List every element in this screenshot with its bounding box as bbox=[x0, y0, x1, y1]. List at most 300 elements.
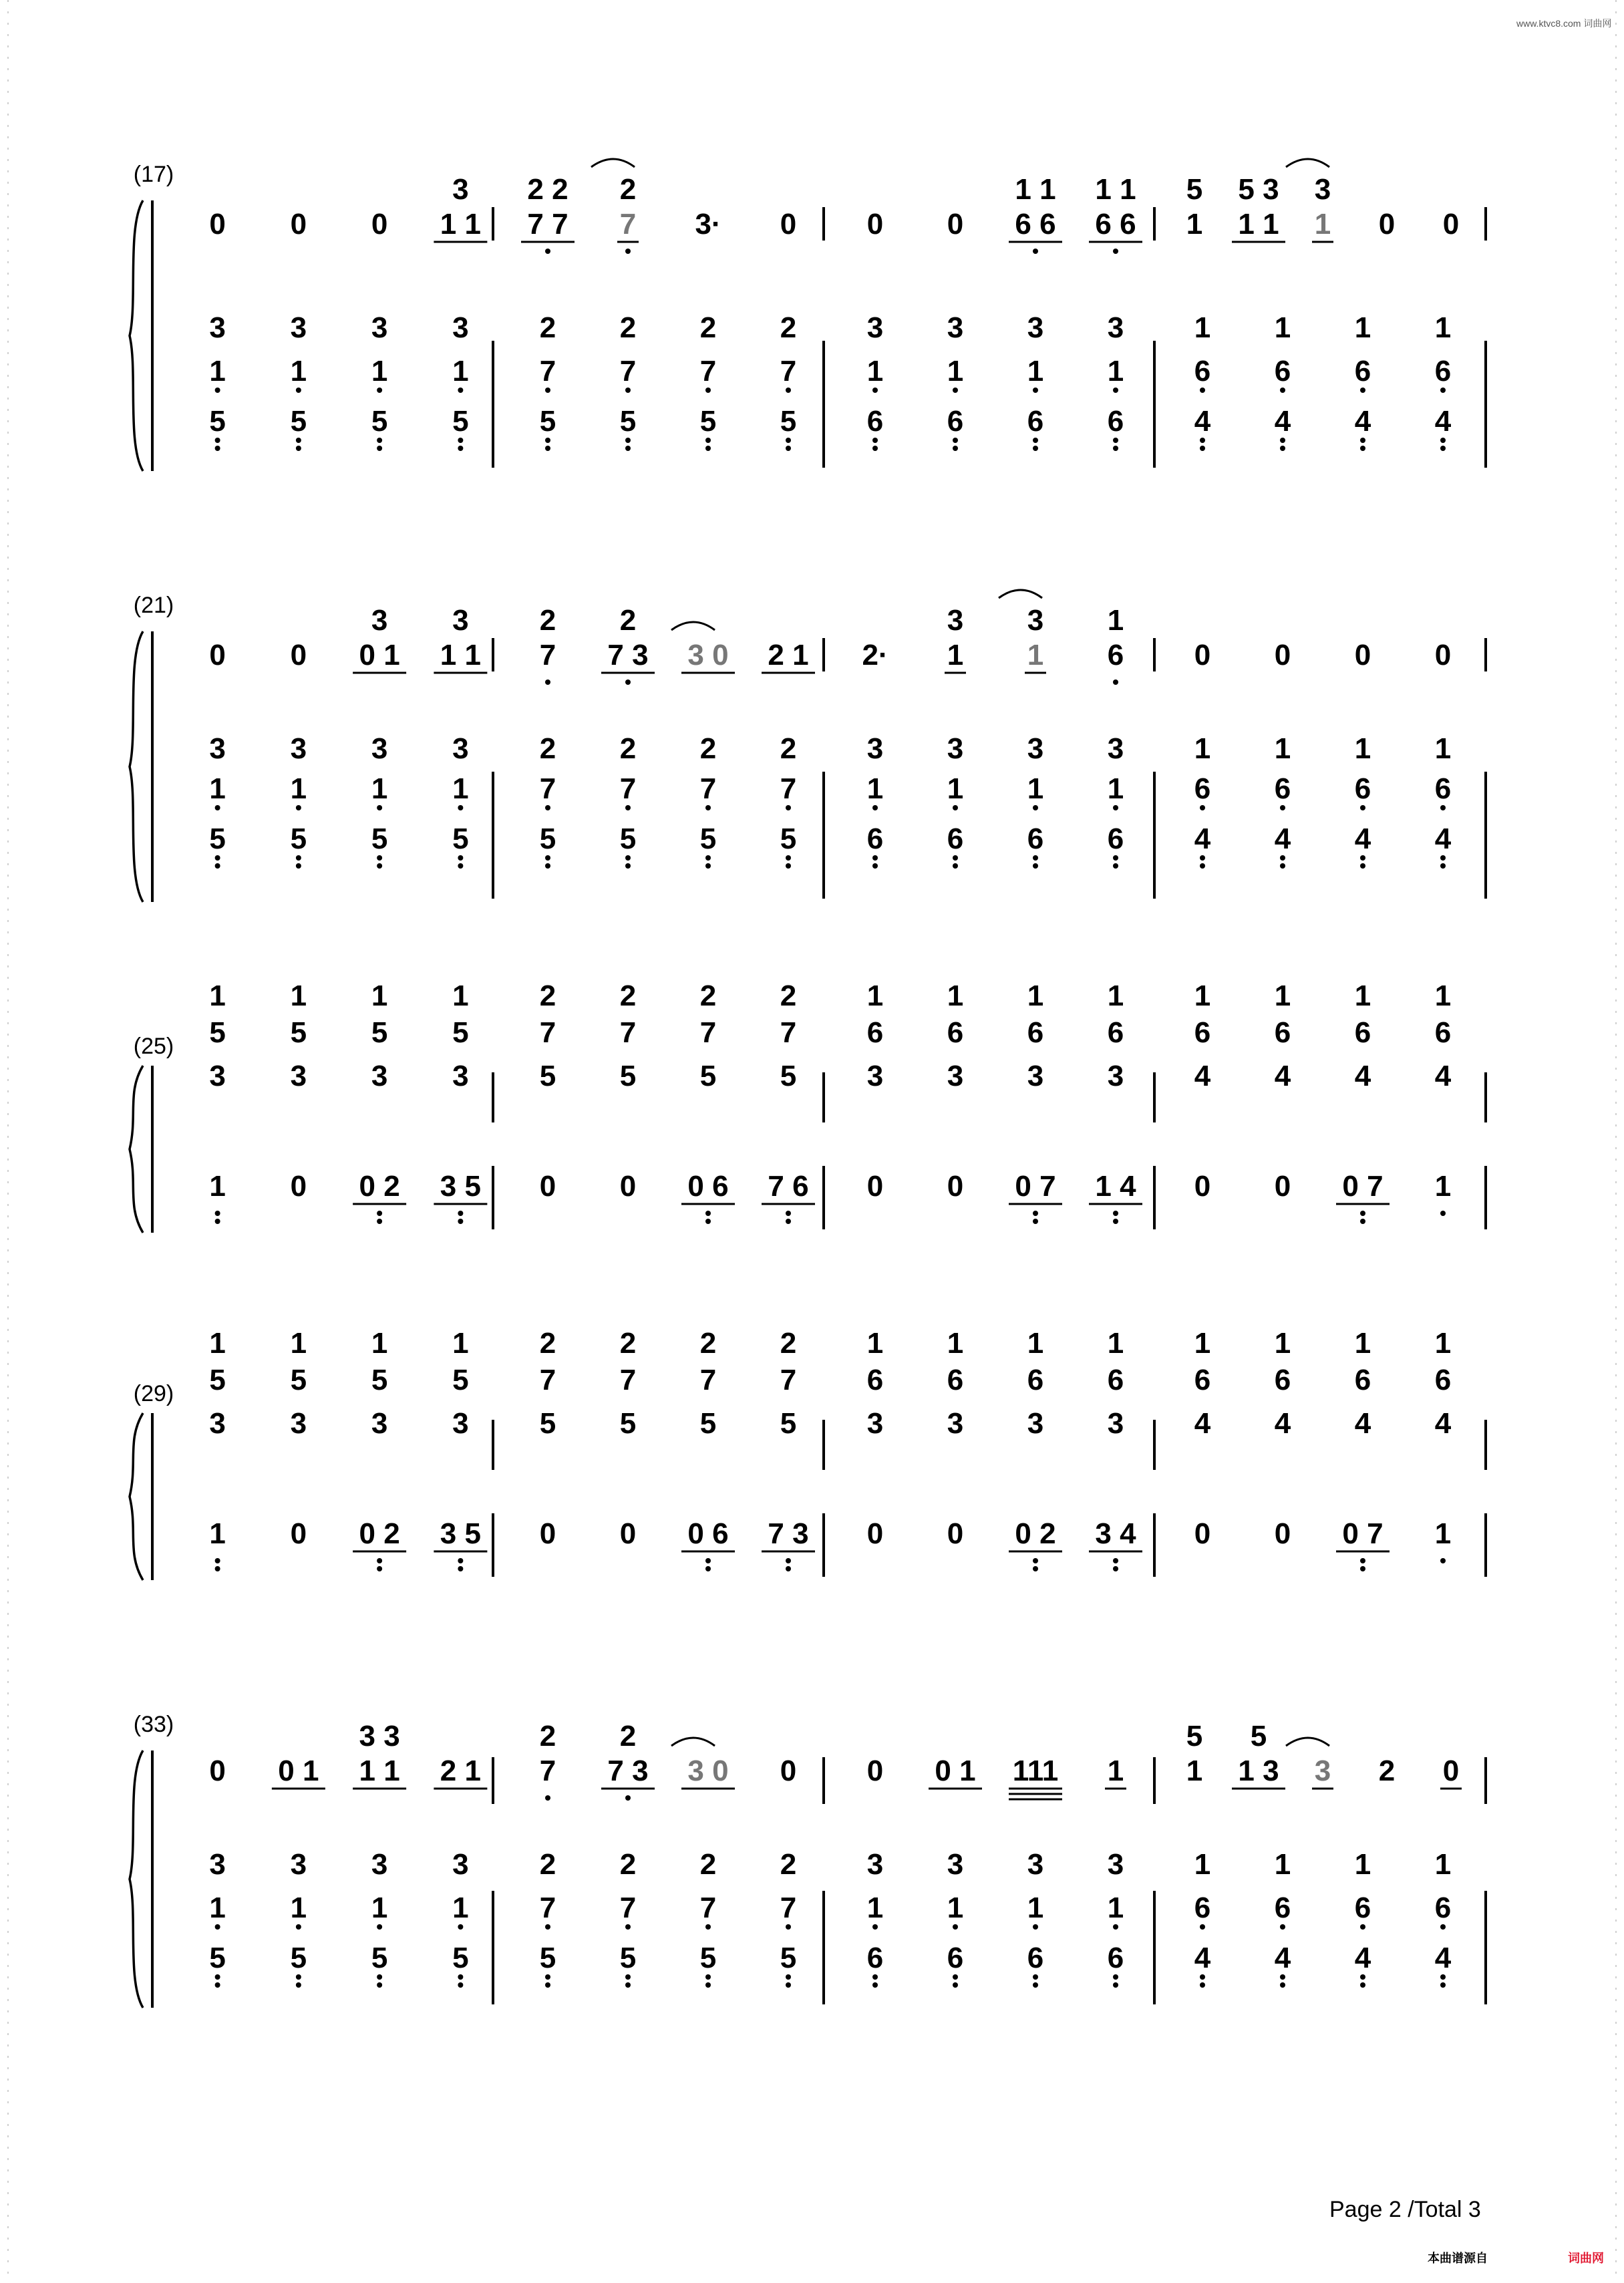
chord-note: 3 bbox=[209, 1848, 226, 1881]
octave-dot bbox=[1033, 863, 1038, 869]
chord-note: 6 bbox=[1107, 822, 1124, 855]
octave-dot bbox=[1200, 1924, 1205, 1930]
octave-dot bbox=[1113, 679, 1118, 685]
octave-dot bbox=[1200, 388, 1205, 393]
note: 3 0 bbox=[687, 1755, 729, 1787]
octave-dot bbox=[705, 438, 711, 443]
octave-dot bbox=[215, 1982, 220, 1988]
octave-dot bbox=[1113, 1219, 1118, 1224]
grand-staff-brace bbox=[130, 631, 143, 902]
chord-note: 6 bbox=[947, 1364, 964, 1396]
note: 7 3 bbox=[768, 1517, 809, 1550]
octave-dot bbox=[705, 1211, 711, 1216]
chord-note: 4 bbox=[1434, 405, 1452, 438]
chord-note: 1 bbox=[1354, 311, 1371, 344]
note: 0 bbox=[290, 639, 307, 671]
octave-dot bbox=[953, 1924, 958, 1930]
octave-dot bbox=[458, 1924, 463, 1930]
octave-dot bbox=[377, 805, 382, 810]
octave-dot bbox=[458, 1982, 463, 1988]
chord-note: 1 bbox=[290, 979, 307, 1012]
note: 6 6 bbox=[1015, 208, 1056, 241]
chord-note: 3 bbox=[209, 1407, 226, 1440]
octave-dot bbox=[377, 1558, 382, 1563]
chord-note: 6 bbox=[1354, 772, 1371, 805]
note: 1 bbox=[1186, 1755, 1203, 1787]
octave-dot bbox=[458, 805, 463, 810]
chord-note: 3 bbox=[866, 1407, 884, 1440]
chord-note: 1 bbox=[1194, 979, 1211, 1012]
octave-dot bbox=[1033, 438, 1038, 443]
note: 0 2 bbox=[359, 1517, 400, 1550]
chord-note: 5 bbox=[699, 1942, 717, 1974]
chord-note: 5 bbox=[699, 405, 717, 438]
chord-note: 1 bbox=[947, 1891, 964, 1924]
octave-dot bbox=[625, 438, 631, 443]
octave-dot bbox=[1033, 1558, 1038, 1563]
chord-note: 4 bbox=[1274, 1942, 1291, 1974]
note: 1 bbox=[1434, 1170, 1452, 1203]
octave-dot bbox=[705, 1219, 711, 1224]
chord-note: 2 bbox=[619, 732, 637, 765]
chord-note: 1 bbox=[1354, 1327, 1371, 1360]
octave-dot bbox=[1113, 249, 1118, 254]
chord-note: 7 bbox=[619, 1364, 637, 1396]
note: 3 5 bbox=[440, 1517, 481, 1550]
octave-dot bbox=[872, 805, 878, 810]
chord-note: 1 bbox=[1274, 311, 1291, 344]
chord-note: 2 bbox=[699, 732, 717, 765]
octave-dot bbox=[545, 446, 550, 451]
octave-dot bbox=[872, 1974, 878, 1980]
note: 0 bbox=[539, 1170, 556, 1203]
octave-dot bbox=[545, 249, 550, 254]
octave-dot bbox=[953, 446, 958, 451]
octave-dot bbox=[786, 863, 791, 869]
chord-note: 7 bbox=[780, 772, 797, 805]
octave-dot bbox=[625, 863, 631, 869]
chord-note: 3 bbox=[290, 1848, 307, 1881]
octave-dot bbox=[215, 1211, 220, 1216]
octave-dot bbox=[1440, 1558, 1446, 1563]
note: 0 bbox=[1194, 639, 1211, 671]
chord-note: 5 bbox=[780, 1942, 797, 1974]
octave-dot bbox=[545, 1924, 550, 1930]
octave-dot bbox=[1033, 855, 1038, 861]
chord-note: 3 bbox=[290, 311, 307, 344]
octave-dot bbox=[215, 1924, 220, 1930]
octave-dot bbox=[872, 863, 878, 869]
octave-dot bbox=[1440, 855, 1446, 861]
octave-dot bbox=[377, 1219, 382, 1224]
octave-dot bbox=[786, 1566, 791, 1571]
chord-note: 3 bbox=[1027, 1060, 1044, 1092]
chord-note: 3 bbox=[209, 1060, 226, 1092]
chord-note: 7 bbox=[780, 1891, 797, 1924]
octave-dot bbox=[377, 1982, 382, 1988]
chord-note: 7 bbox=[539, 1016, 556, 1049]
chord-note: 1 bbox=[1027, 355, 1044, 388]
octave-dot bbox=[1280, 1974, 1285, 1980]
octave-dot bbox=[215, 1974, 220, 1980]
upper-note: 5 bbox=[1186, 1720, 1203, 1753]
octave-dot bbox=[1440, 1211, 1446, 1216]
chord-note: 1 bbox=[209, 979, 226, 1012]
chord-note: 3 bbox=[209, 732, 226, 765]
note: 2· bbox=[862, 639, 888, 671]
octave-dot bbox=[786, 1982, 791, 1988]
octave-dot bbox=[1440, 446, 1446, 451]
note: 0 bbox=[290, 208, 307, 241]
octave-dot bbox=[786, 1924, 791, 1930]
chord-note: 2 bbox=[780, 732, 797, 765]
octave-dot bbox=[296, 438, 301, 443]
system-17 bbox=[130, 159, 1486, 471]
chord-note: 3 bbox=[452, 1407, 469, 1440]
octave-dot bbox=[953, 863, 958, 869]
octave-dot bbox=[1113, 863, 1118, 869]
octave-dot bbox=[1280, 855, 1285, 861]
chord-note: 1 bbox=[452, 355, 469, 388]
upper-note: 3 bbox=[371, 604, 388, 637]
octave-dot bbox=[953, 438, 958, 443]
octave-dot bbox=[215, 1219, 220, 1224]
chord-note: 1 bbox=[209, 1891, 226, 1924]
chord-note: 4 bbox=[1194, 1060, 1211, 1092]
chord-note: 6 bbox=[866, 1016, 884, 1049]
note: 0 7 bbox=[1342, 1517, 1384, 1550]
chord-note: 1 bbox=[866, 1327, 884, 1360]
chord-note: 3 bbox=[866, 732, 884, 765]
note: 3 bbox=[1314, 1755, 1331, 1787]
chord-note: 1 bbox=[1027, 1891, 1044, 1924]
chord-note: 4 bbox=[1354, 1942, 1371, 1974]
chord-note: 5 bbox=[371, 822, 388, 855]
chord-note: 3 bbox=[452, 732, 469, 765]
chord-note: 1 bbox=[1027, 772, 1044, 805]
chord-note: 1 bbox=[1107, 1327, 1124, 1360]
note: 0 bbox=[1378, 208, 1396, 241]
note: 1 bbox=[209, 1517, 226, 1550]
octave-dot bbox=[1360, 446, 1365, 451]
note: 0 bbox=[209, 208, 226, 241]
octave-dot bbox=[1440, 1982, 1446, 1988]
grand-staff-brace bbox=[130, 200, 143, 471]
octave-dot bbox=[545, 438, 550, 443]
note: 0 bbox=[947, 208, 964, 241]
chord-note: 3 bbox=[1107, 1060, 1124, 1092]
octave-dot bbox=[1033, 805, 1038, 810]
octave-dot bbox=[625, 1924, 631, 1930]
chord-note: 6 bbox=[866, 1364, 884, 1396]
octave-dot bbox=[1033, 1211, 1038, 1216]
chord-note: 1 bbox=[452, 979, 469, 1012]
chord-note: 6 bbox=[1107, 405, 1124, 438]
chord-note: 6 bbox=[1434, 355, 1452, 388]
chord-note: 3 bbox=[452, 1060, 469, 1092]
chord-note: 2 bbox=[780, 1327, 797, 1360]
chord-note: 7 bbox=[780, 1364, 797, 1396]
chord-note: 6 bbox=[866, 1942, 884, 1974]
octave-dot bbox=[1113, 805, 1118, 810]
chord-note: 3 bbox=[371, 732, 388, 765]
site-watermark: www.ktvc8.com 词曲网 bbox=[1516, 18, 1612, 29]
octave-dot bbox=[215, 438, 220, 443]
octave-dot bbox=[1113, 446, 1118, 451]
octave-dot bbox=[1360, 1974, 1365, 1980]
note: 0 bbox=[1442, 208, 1460, 241]
tie-arc bbox=[999, 590, 1042, 598]
note: 7 3 bbox=[607, 639, 649, 671]
octave-dot bbox=[786, 438, 791, 443]
chord-note: 2 bbox=[699, 1848, 717, 1881]
octave-dot bbox=[625, 855, 631, 861]
octave-dot bbox=[1033, 388, 1038, 393]
chord-note: 5 bbox=[619, 1060, 637, 1092]
note: 7 bbox=[539, 639, 556, 671]
note: 1 1 bbox=[440, 208, 481, 241]
chord-note: 5 bbox=[619, 1407, 637, 1440]
note: 6 6 bbox=[1095, 208, 1136, 241]
octave-dot bbox=[458, 1974, 463, 1980]
chord-note: 3 bbox=[290, 1407, 307, 1440]
chord-note: 6 bbox=[1027, 405, 1044, 438]
chord-note: 5 bbox=[780, 822, 797, 855]
upper-note: 1 bbox=[1107, 604, 1124, 637]
chord-note: 5 bbox=[452, 1942, 469, 1974]
note: 0 bbox=[619, 1170, 637, 1203]
chord-note: 6 bbox=[1354, 1891, 1371, 1924]
chord-note: 7 bbox=[699, 772, 717, 805]
octave-dot bbox=[786, 855, 791, 861]
octave-dot bbox=[215, 863, 220, 869]
note: 0 2 bbox=[1015, 1517, 1056, 1550]
octave-dot bbox=[215, 855, 220, 861]
octave-dot bbox=[1113, 388, 1118, 393]
note: 1 bbox=[1186, 208, 1203, 241]
chord-note: 6 bbox=[1107, 1942, 1124, 1974]
octave-dot bbox=[1280, 863, 1285, 869]
octave-dot bbox=[705, 1974, 711, 1980]
chord-note: 5 bbox=[539, 1407, 556, 1440]
chord-note: 7 bbox=[619, 355, 637, 388]
octave-dot bbox=[377, 855, 382, 861]
octave-dot bbox=[1360, 1924, 1365, 1930]
chord-note: 1 bbox=[1354, 979, 1371, 1012]
chord-note: 6 bbox=[1274, 772, 1291, 805]
octave-dot bbox=[786, 1974, 791, 1980]
chord-note: 1 bbox=[866, 979, 884, 1012]
chord-note: 1 bbox=[290, 355, 307, 388]
chord-note: 7 bbox=[539, 772, 556, 805]
octave-dot bbox=[1200, 855, 1205, 861]
chord-note: 4 bbox=[1354, 822, 1371, 855]
octave-dot bbox=[545, 1795, 550, 1801]
octave-dot bbox=[215, 1558, 220, 1563]
chord-note: 1 bbox=[947, 1327, 964, 1360]
chord-note: 5 bbox=[209, 1942, 226, 1974]
chord-note: 1 bbox=[452, 1891, 469, 1924]
octave-dot bbox=[545, 1974, 550, 1980]
chord-note: 2 bbox=[699, 979, 717, 1012]
upper-note: 3 bbox=[452, 604, 469, 637]
octave-dot bbox=[545, 805, 550, 810]
tie-arc bbox=[671, 622, 715, 630]
note: 0 1 bbox=[278, 1755, 319, 1787]
grand-staff-brace bbox=[130, 1751, 143, 2008]
measure-number: (17) bbox=[133, 162, 174, 187]
chord-note: 7 bbox=[619, 1891, 637, 1924]
chord-note: 7 bbox=[699, 1016, 717, 1049]
chord-note: 3 bbox=[866, 311, 884, 344]
chord-note: 4 bbox=[1354, 1407, 1371, 1440]
octave-dot bbox=[1033, 249, 1038, 254]
chord-note: 6 bbox=[1194, 772, 1211, 805]
note: 0 bbox=[780, 1755, 797, 1787]
chord-note: 3 bbox=[371, 1848, 388, 1881]
octave-dot bbox=[1113, 855, 1118, 861]
octave-dot bbox=[545, 1982, 550, 1988]
chord-note: 1 bbox=[947, 355, 964, 388]
note: 0 2 bbox=[359, 1170, 400, 1203]
chord-note: 3 bbox=[947, 1060, 964, 1092]
note: 7 3 bbox=[607, 1755, 649, 1787]
octave-dot bbox=[215, 805, 220, 810]
note: 3· bbox=[695, 208, 721, 241]
chord-note: 3 bbox=[1107, 732, 1124, 765]
chord-note: 1 bbox=[452, 772, 469, 805]
chord-note: 5 bbox=[452, 405, 469, 438]
chord-note: 4 bbox=[1194, 1407, 1211, 1440]
chord-note: 6 bbox=[1027, 1364, 1044, 1396]
chord-note: 1 bbox=[371, 1891, 388, 1924]
chord-note: 6 bbox=[1194, 1891, 1211, 1924]
note: 0 bbox=[290, 1517, 307, 1550]
chord-note: 6 bbox=[1194, 1364, 1211, 1396]
chord-note: 6 bbox=[1274, 1364, 1291, 1396]
note: 0 bbox=[1274, 639, 1291, 671]
octave-dot bbox=[953, 1982, 958, 1988]
octave-dot bbox=[458, 438, 463, 443]
chord-note: 5 bbox=[371, 1364, 388, 1396]
chord-note: 3 bbox=[1107, 1407, 1124, 1440]
octave-dot bbox=[705, 388, 711, 393]
note: 1 3 bbox=[1238, 1755, 1279, 1787]
measure-number: (25) bbox=[133, 1034, 174, 1059]
chord-note: 2 bbox=[539, 1327, 556, 1360]
note: 2 1 bbox=[768, 639, 809, 671]
chord-note: 6 bbox=[947, 822, 964, 855]
octave-dot bbox=[296, 863, 301, 869]
chord-note: 5 bbox=[290, 822, 307, 855]
chord-note: 1 bbox=[452, 1327, 469, 1360]
upper-note: 2 bbox=[619, 604, 637, 637]
chord-note: 5 bbox=[452, 1016, 469, 1049]
octave-dot bbox=[458, 863, 463, 869]
octave-dot bbox=[458, 1219, 463, 1224]
octave-dot bbox=[1280, 1924, 1285, 1930]
octave-dot bbox=[1280, 438, 1285, 443]
chord-note: 3 bbox=[947, 1407, 964, 1440]
chord-note: 3 bbox=[947, 732, 964, 765]
octave-dot bbox=[1033, 1566, 1038, 1571]
chord-note: 6 bbox=[1194, 355, 1211, 388]
octave-dot bbox=[1200, 438, 1205, 443]
octave-dot bbox=[705, 1982, 711, 1988]
measure-number: (29) bbox=[133, 1381, 174, 1406]
chord-note: 7 bbox=[619, 1016, 637, 1049]
chord-note: 1 bbox=[866, 1891, 884, 1924]
note: 0 bbox=[209, 639, 226, 671]
chord-note: 6 bbox=[1274, 355, 1291, 388]
note: 0 bbox=[1274, 1170, 1291, 1203]
system-33 bbox=[130, 1712, 1486, 2008]
chord-note: 1 bbox=[1027, 979, 1044, 1012]
chord-note: 5 bbox=[290, 1016, 307, 1049]
upper-note: 3 bbox=[1314, 173, 1331, 206]
octave-dot bbox=[296, 1974, 301, 1980]
chord-note: 3 bbox=[371, 1407, 388, 1440]
chord-note: 2 bbox=[539, 979, 556, 1012]
chord-note: 5 bbox=[619, 822, 637, 855]
chord-note: 5 bbox=[539, 405, 556, 438]
octave-dot bbox=[625, 1974, 631, 1980]
chord-note: 1 bbox=[1194, 311, 1211, 344]
octave-dot bbox=[296, 446, 301, 451]
chord-note: 1 bbox=[1434, 732, 1452, 765]
chord-note: 6 bbox=[1434, 1364, 1452, 1396]
upper-note: 3 bbox=[947, 604, 964, 637]
chord-note: 2 bbox=[780, 979, 797, 1012]
chord-note: 5 bbox=[290, 1364, 307, 1396]
page-number: Page 2 /Total 3 bbox=[1329, 2197, 1481, 2222]
tie-arc bbox=[671, 1738, 715, 1746]
octave-dot bbox=[1280, 388, 1285, 393]
upper-note: 1 1 bbox=[1095, 173, 1136, 206]
chord-note: 2 bbox=[619, 1848, 637, 1881]
chord-note: 1 bbox=[1274, 1327, 1291, 1360]
chord-note: 6 bbox=[1354, 1364, 1371, 1396]
note: 0 bbox=[1194, 1517, 1211, 1550]
chord-note: 3 bbox=[1107, 311, 1124, 344]
octave-dot bbox=[296, 1924, 301, 1930]
note: 0 6 bbox=[687, 1517, 729, 1550]
octave-dot bbox=[786, 1558, 791, 1563]
chord-note: 5 bbox=[452, 822, 469, 855]
chord-note: 5 bbox=[699, 822, 717, 855]
octave-dot bbox=[1200, 863, 1205, 869]
chord-note: 1 bbox=[1274, 732, 1291, 765]
chord-note: 2 bbox=[780, 311, 797, 344]
chord-note: 6 bbox=[1027, 1016, 1044, 1049]
chord-note: 1 bbox=[209, 355, 226, 388]
chord-note: 5 bbox=[209, 405, 226, 438]
chord-note: 3 bbox=[1027, 1848, 1044, 1881]
grand-staff-brace bbox=[130, 1413, 143, 1580]
chord-note: 3 bbox=[290, 1060, 307, 1092]
note: 0 bbox=[1442, 1755, 1460, 1787]
chord-note: 6 bbox=[1354, 1016, 1371, 1049]
chord-note: 5 bbox=[619, 405, 637, 438]
octave-dot bbox=[1360, 863, 1365, 869]
chord-note: 1 bbox=[209, 1327, 226, 1360]
upper-note: 3 bbox=[1027, 604, 1044, 637]
chord-note: 3 bbox=[290, 732, 307, 765]
octave-dot bbox=[458, 446, 463, 451]
octave-dot bbox=[1360, 1211, 1365, 1216]
chord-note: 5 bbox=[371, 1942, 388, 1974]
chord-note: 4 bbox=[1434, 1060, 1452, 1092]
